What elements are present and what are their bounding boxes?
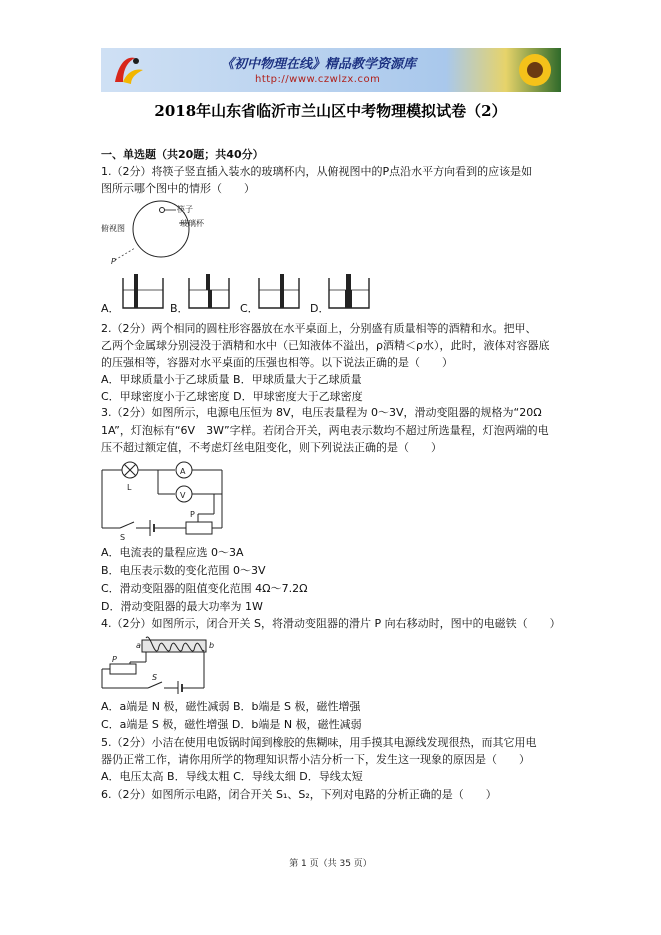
q3-option-c: C．滑动变阻器的阻值变化范围 4Ω～7.2Ω [101,582,308,595]
q3-ammeter-label: A [180,467,186,476]
q4-end-a-label: a [136,641,141,650]
header-banner [101,48,561,92]
q1-option-c-figure [256,272,302,312]
q3-line-3: 压不超过额定值，不考虑灯丝电阻变化，则下列说法正确的是（ ） [101,441,442,454]
q3-switch-label: S [120,533,126,540]
q4-electromagnet-figure [98,634,226,694]
q3-line-2: 1A”，灯泡标有“6V 3W”字样。若闭合开关，两电表示数均不超过所选量程，灯泡两端的电 [101,424,549,437]
page-footer: 第 1 页（共 35 页） [289,859,372,869]
q1-option-a-figure [120,272,166,312]
q1-line-2: 图所示哪个图中的情形（ ） [101,182,255,195]
site-logo-icon [109,52,147,88]
q3-slider-label: P [190,510,195,519]
q1-option-a-label: A． [101,302,120,315]
q1-option-b-label: B． [170,302,189,315]
q6-line-1: 6.（2分）如图所示电路，闭合开关 S₁、S₂，下列对电路的分析正确的是（ ） [101,788,497,801]
q4-options-line-1: A．a端是 N 极，磁性减弱 B．b端是 S 极，磁性增强 [101,700,361,713]
q1-label-glass: 玻璃杯 [180,219,204,228]
page-title: 2018年山东省临沂市兰山区中考物理模拟试卷（2） [154,102,507,120]
q3-option-d: D．滑动变阻器的最大功率为 1W [101,600,263,613]
q2-line-2: 乙两个金属球分别浸没于酒精和水中（已知液体不溢出，ρ酒精＜ρ水），此时，液体对容器底 [101,339,550,352]
section-heading: 一、单选题（共20题；共40分） [101,148,264,161]
q1-option-c-label: C． [240,302,259,315]
sunflower-icon [515,50,555,90]
q1-top-view-figure [101,198,211,268]
banner-site-name: 《初中物理在线》精品教学资源库 [221,57,417,72]
q3-voltmeter-label: V [180,491,186,500]
q2-line-3: 的压强相等，容器对水平桌面的压强也相等。以下说法正确的是（ ） [101,356,453,369]
q5-line-2: 器仍正常工作，请你用所学的物理知识帮小洁分析一下，发生这一现象的原因是（ ） [101,753,530,766]
q3-lamp-label: L [127,483,132,492]
q5-line-1: 5.（2分）小洁在使用电饭锅时闻到橡胶的焦糊味，用手摸其电源线发现很热，而其它用电 [101,736,537,749]
q4-switch-label: S [152,673,158,682]
q1-option-d-label: D． [310,302,330,315]
q4-options-line-2: C．a端是 S 极，磁性增强 D．b端是 N 极，磁性减弱 [101,718,362,731]
q3-line-1: 3.（2分）如图所示，电源电压恒为 8V，电压表量程为 0～3V，滑动变阻器的规格为“20Ω [101,406,542,419]
q3-option-b: B．电压表示数的变化范围 0～3V [101,564,266,577]
q1-label-top-view: 俯视图 [101,224,125,233]
q3-circuit-figure [98,458,238,540]
q3-option-a: A．电流表的量程应选 0～3A [101,546,244,559]
q2-line-1: 2.（2分）两个相同的圆柱形容器放在水平桌面上，分别盛有质量相等的酒精和水。把甲、 [101,322,537,335]
q1-option-b-figure [186,272,232,312]
q2-line-4: A．甲球质量小于乙球质量 B．甲球质量大于乙球质量 [101,373,362,386]
q1-line-1: 1.（2分）将筷子竖直插入装水的玻璃杯内，从俯视图中的P点沿水平方向看到的应该是如 [101,165,533,178]
q4-line-1: 4.（2分）如图所示，闭合开关 S，将滑动变阻器的滑片 P 向右移动时，图中的电磁铁（ ） [101,617,561,630]
q1-option-d-figure [326,272,372,312]
q4-end-b-label: b [209,641,215,650]
q1-label-point: P [111,257,116,266]
q1-label-chopstick: 筷子 [177,205,193,214]
banner-url: http://www.czwlzx.com [255,74,381,85]
q5-line-3: A．电压太高 B．导线太粗 C．导线太细 D．导线太短 [101,770,363,783]
q2-line-5: C．甲球密度小于乙球密度 D．甲球密度大于乙球密度 [101,390,363,403]
q4-slider-label: P [112,655,117,664]
